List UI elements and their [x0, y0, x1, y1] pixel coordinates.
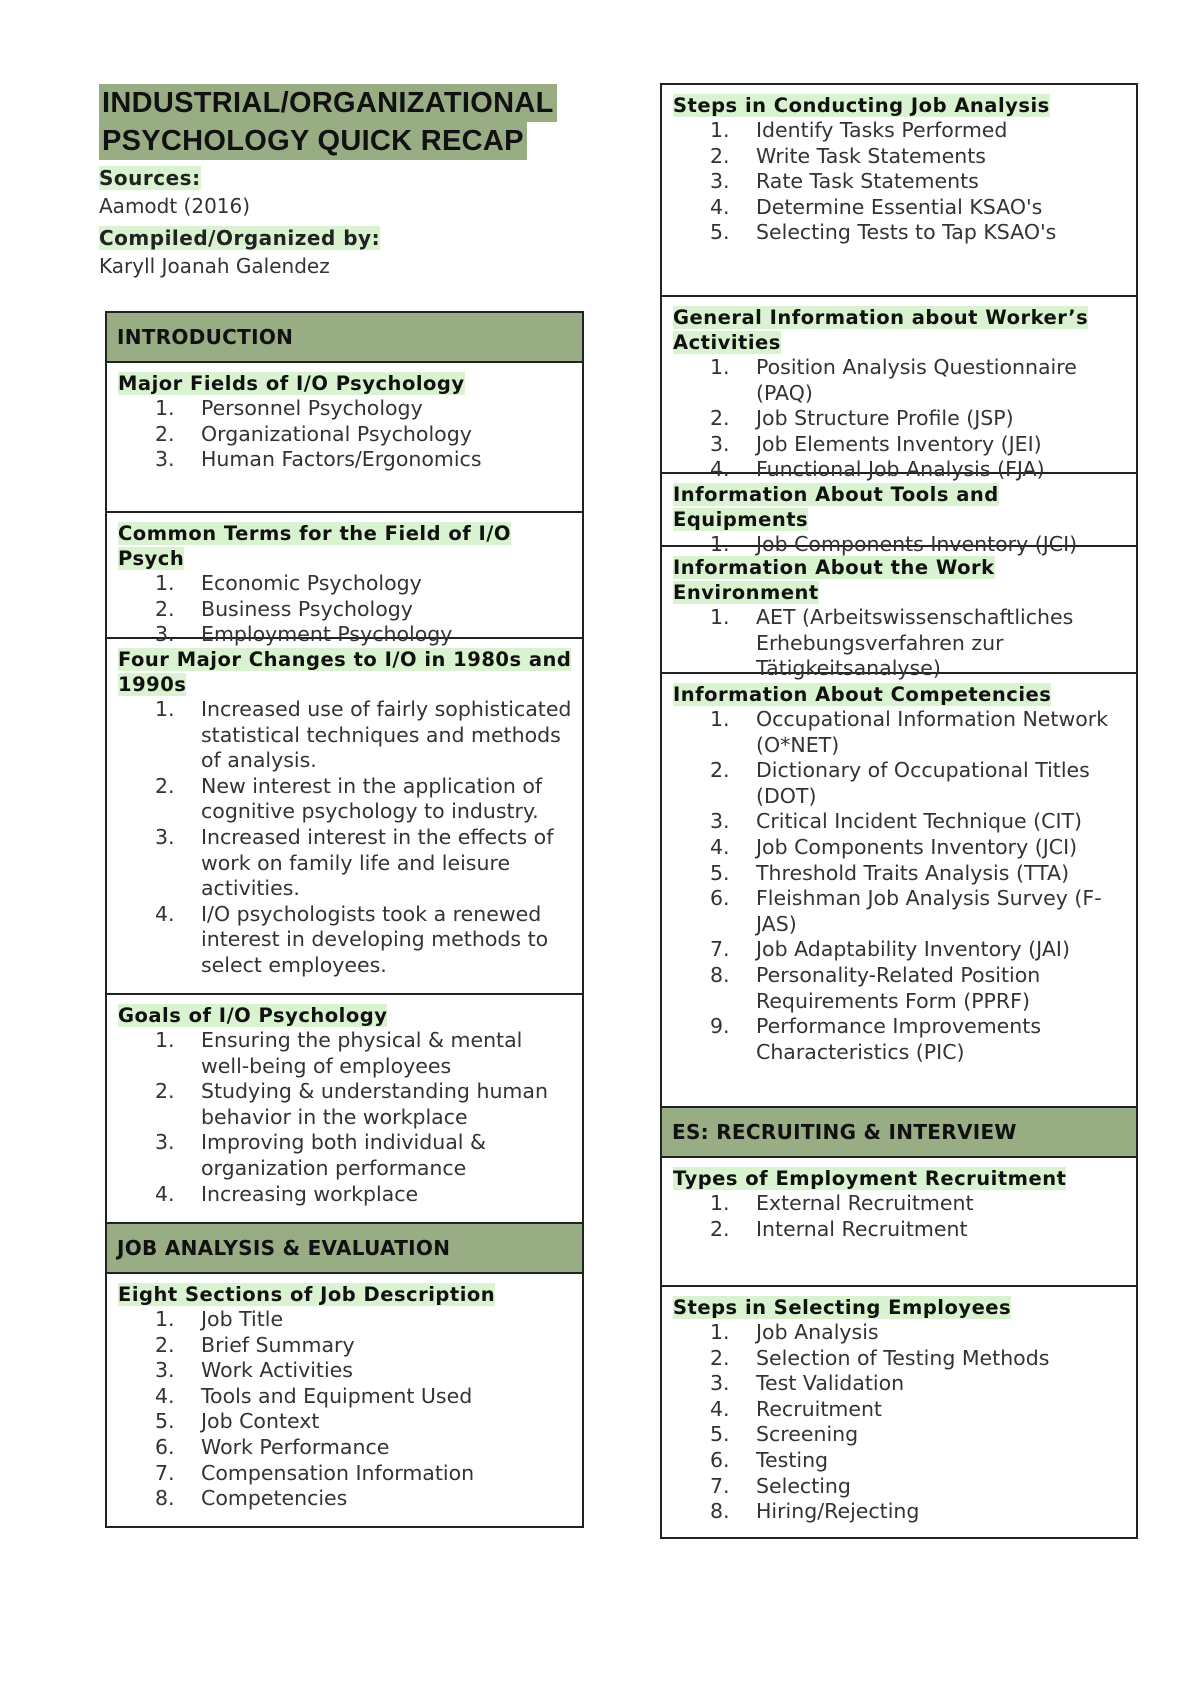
list-number: 8.	[710, 962, 730, 987]
list-number: 1.	[710, 707, 730, 731]
list-number: 8.	[710, 1499, 730, 1524]
list-item-text: Increased interest in the effects of work on family life and leisure activities.	[201, 824, 554, 901]
list-item	[673, 1217, 1126, 1243]
list-item	[673, 144, 1126, 170]
list-item	[673, 937, 1126, 963]
list-item	[673, 1397, 1126, 1423]
list-item-text: Internal Recruitment	[756, 1216, 968, 1241]
list-number: 3.	[710, 809, 730, 834]
list-item-text: Competencies	[201, 1486, 348, 1511]
list-item	[118, 622, 572, 648]
block-title: Information About the Work Environment	[673, 556, 995, 604]
list-number: 5.	[155, 1409, 175, 1434]
numbered-list	[118, 697, 572, 979]
list-item	[673, 432, 1126, 458]
list-number: 3.	[710, 431, 730, 456]
block-common-terms	[107, 513, 582, 647]
list-number: 2.	[710, 758, 730, 783]
list-item	[118, 1130, 572, 1181]
list-number: 4.	[155, 901, 175, 926]
list-item	[118, 396, 572, 422]
list-item	[673, 605, 1126, 682]
list-item-text: Recruitment	[756, 1396, 882, 1421]
list-number: 3.	[155, 1358, 175, 1383]
list-item-text: Human Factors/Ergonomics	[201, 447, 482, 472]
list-number: 4.	[710, 1396, 730, 1421]
list-item-text: Fleishman Job Analysis Survey (F-JAS)	[756, 886, 1102, 936]
list-number: 6.	[710, 886, 730, 911]
list-number: 1.	[710, 605, 730, 629]
compiled-value: Karyll Joanah Galendez	[99, 254, 330, 278]
list-item	[118, 1079, 572, 1130]
numbered-list	[673, 1191, 1126, 1242]
sources-label: Sources:	[99, 166, 201, 190]
list-item-text: Critical Incident Technique (CIT)	[756, 809, 1083, 834]
list-item-text: AET (Arbeitswissenschaftliches Erhebungsverfahren zur Tätigkeitsanalyse)	[756, 605, 1074, 681]
list-item	[673, 809, 1126, 835]
list-number: 8.	[155, 1486, 175, 1511]
list-item	[673, 118, 1126, 144]
list-item-text: Identify Tasks Performed	[756, 118, 1008, 142]
numbered-list	[673, 707, 1126, 1065]
list-number: 4.	[155, 1383, 175, 1408]
list-number: 1.	[155, 571, 175, 595]
list-item	[673, 220, 1126, 246]
list-item-text: Personality-Related Position Requirements Form (PPRF)	[756, 962, 1041, 1013]
list-item-text: Write Task Statements	[756, 143, 986, 168]
block-general-info	[662, 297, 1136, 482]
list-item	[673, 835, 1126, 861]
list-number: 3.	[155, 1130, 175, 1155]
list-item	[118, 447, 572, 473]
numbered-list	[673, 355, 1126, 483]
section-recruiting: ES: RECRUITING & INTERVIEW	[662, 1108, 1136, 1158]
numbered-list	[118, 1307, 572, 1512]
block-tools-info	[662, 474, 1136, 556]
list-number: 3.	[155, 824, 175, 849]
list-item	[118, 1182, 572, 1208]
list-item	[673, 1422, 1126, 1448]
document-header	[99, 84, 579, 280]
list-number: 9.	[710, 1014, 730, 1039]
sources-value: Aamodt (2016)	[99, 194, 251, 218]
list-item-text: Business Psychology	[201, 596, 413, 621]
list-item-text: Job Components Inventory (JCI)	[756, 532, 1078, 556]
list-number: 1.	[710, 118, 730, 142]
list-item-text: Job Title	[201, 1307, 284, 1331]
list-number: 1.	[710, 532, 730, 556]
list-item-text: Dictionary of Occupational Titles (DOT)	[756, 758, 1090, 808]
right-column-table	[660, 83, 1138, 1539]
list-number: 6.	[710, 1447, 730, 1472]
list-item	[118, 902, 572, 979]
list-number: 5.	[710, 860, 730, 885]
list-number: 4.	[710, 457, 730, 482]
list-item-text: Increasing workplace	[201, 1181, 419, 1206]
list-item	[118, 422, 572, 448]
block-four-changes	[107, 639, 582, 995]
list-item	[673, 861, 1126, 887]
list-item-text: Job Adaptability Inventory (JAI)	[756, 937, 1070, 962]
list-item	[673, 1448, 1126, 1474]
list-number: 1.	[155, 1028, 175, 1052]
block-title: Major Fields of I/O Psychology	[118, 372, 465, 395]
list-item	[673, 406, 1126, 432]
block-title: Common Terms for the Field of I/O Psych	[118, 522, 511, 570]
list-item-text: Threshold Traits Analysis (TTA)	[756, 860, 1070, 885]
list-item-text: Work Activities	[201, 1358, 353, 1383]
block-title: Steps in Selecting Employees	[673, 1296, 1012, 1319]
list-number: 2.	[710, 1216, 730, 1241]
list-number: 3.	[710, 169, 730, 194]
list-item-text: Rate Task Statements	[756, 169, 979, 194]
list-item-text: Personnel Psychology	[201, 396, 423, 420]
list-number: 1.	[155, 396, 175, 420]
list-item-text: Functional Job Analysis (FJA)	[756, 457, 1045, 482]
block-title: Goals of I/O Psychology	[118, 1004, 388, 1027]
list-item	[673, 1191, 1126, 1217]
list-item-text: Job Structure Profile (JSP)	[756, 406, 1014, 431]
list-item	[118, 1333, 572, 1359]
list-number: 2.	[710, 406, 730, 431]
list-number: 2.	[710, 1345, 730, 1370]
block-competencies	[662, 674, 1136, 1108]
list-item-text: Job Context	[201, 1409, 320, 1434]
list-number: 3.	[155, 622, 175, 647]
list-item-text: External Recruitment	[756, 1191, 974, 1215]
list-number: 7.	[710, 937, 730, 962]
list-number: 2.	[155, 596, 175, 621]
list-number: 2.	[155, 1332, 175, 1357]
numbered-list	[673, 605, 1126, 682]
list-item-text: Economic Psychology	[201, 571, 422, 595]
block-goals	[107, 995, 582, 1224]
list-item	[118, 1435, 572, 1461]
list-item-text: Selection of Testing Methods	[756, 1345, 1050, 1370]
list-number: 2.	[155, 1079, 175, 1104]
list-number: 4.	[710, 834, 730, 859]
list-item	[118, 1486, 572, 1512]
list-item	[118, 825, 572, 902]
list-number: 4.	[155, 1181, 175, 1206]
list-number: 5.	[710, 1422, 730, 1447]
list-item-text: Studying & understanding human behavior in the workplace	[201, 1079, 548, 1129]
list-item	[673, 355, 1126, 406]
list-number: 1.	[710, 1320, 730, 1344]
doc-title-line-2: PSYCHOLOGY QUICK RECAP	[99, 122, 527, 160]
block-title: Types of Employment Recruitment	[673, 1167, 1067, 1190]
list-item-text: Selecting Tests to Tap KSAO's	[756, 220, 1057, 245]
list-item	[673, 457, 1126, 483]
list-item	[118, 697, 572, 774]
block-steps-job-analysis	[662, 85, 1136, 297]
doc-title-line-1: INDUSTRIAL/ORGANIZATIONAL	[99, 84, 557, 122]
list-item	[118, 1384, 572, 1410]
block-steps-selecting	[662, 1287, 1136, 1537]
list-number: 4.	[710, 194, 730, 219]
list-item	[673, 1499, 1126, 1525]
block-eight-sections	[107, 1274, 582, 1526]
list-item-text: Testing	[756, 1447, 829, 1472]
list-item-text: Compensation Information	[201, 1460, 475, 1485]
numbered-list	[673, 118, 1126, 246]
compiled-label: Compiled/Organized by:	[99, 226, 381, 250]
block-title: Information About Tools and Equipments	[673, 483, 999, 531]
list-number: 6.	[155, 1434, 175, 1459]
list-number: 3.	[155, 447, 175, 472]
numbered-list	[673, 532, 1126, 558]
list-item	[673, 758, 1126, 809]
list-number: 5.	[710, 220, 730, 245]
left-column-table	[105, 311, 584, 1528]
block-title: Four Major Changes to I/O in 1980s and 1990s	[118, 648, 572, 696]
list-number: 2.	[155, 421, 175, 446]
list-item	[118, 774, 572, 825]
list-number: 1.	[155, 697, 175, 721]
list-item-text: Increased use of fairly sophisticated statistical techniques and methods of analysis.	[201, 697, 572, 773]
list-item	[673, 963, 1126, 1014]
list-number: 7.	[710, 1473, 730, 1498]
list-number: 2.	[155, 773, 175, 798]
list-item-text: Work Performance	[201, 1434, 390, 1459]
list-item-text: Employment Psychology	[201, 622, 453, 647]
list-item-text: Job Analysis	[756, 1320, 879, 1344]
numbered-list	[118, 571, 572, 648]
section-introduction: INTRODUCTION	[107, 313, 582, 363]
list-item-text: Ensuring the physical & mental well-being of employees	[201, 1028, 523, 1078]
list-item	[673, 886, 1126, 937]
list-item-text: Position Analysis Questionnaire (PAQ)	[756, 355, 1077, 405]
list-item	[118, 1358, 572, 1384]
block-work-env	[662, 547, 1136, 681]
block-title: General Information about Worker’s Activities	[673, 306, 1089, 354]
numbered-list	[673, 1320, 1126, 1525]
block-major-fields	[107, 363, 582, 513]
list-item	[673, 1014, 1126, 1065]
list-item-text: Determine Essential KSAO's	[756, 194, 1043, 219]
list-number: 3.	[710, 1371, 730, 1396]
list-item-text: Organizational Psychology	[201, 421, 472, 446]
list-item-text: Improving both individual & organization performance	[201, 1130, 486, 1180]
list-item	[118, 1461, 572, 1487]
block-title: Steps in Conducting Job Analysis	[673, 94, 1050, 117]
section-job-analysis: JOB ANALYSIS & EVALUATION	[107, 1224, 582, 1274]
block-title: Eight Sections of Job Description	[118, 1283, 496, 1306]
list-item	[673, 169, 1126, 195]
list-item-text: Test Validation	[756, 1371, 905, 1396]
list-item-text: Performance Improvements Characteristics (PIC)	[756, 1014, 1042, 1064]
list-item	[673, 1346, 1126, 1372]
list-item-text: Brief Summary	[201, 1332, 355, 1357]
list-item-text: Job Elements Inventory (JEI)	[756, 431, 1042, 456]
list-item-text: I/O psychologists took a renewed interest in developing methods to select employees.	[201, 901, 549, 977]
block-title: Information About Competencies	[673, 683, 1052, 706]
numbered-list	[118, 1028, 572, 1207]
numbered-list	[118, 396, 572, 473]
list-item-text: Selecting	[756, 1473, 851, 1498]
list-number: 1.	[155, 1307, 175, 1331]
list-number: 1.	[710, 355, 730, 379]
list-number: 7.	[155, 1460, 175, 1485]
list-number: 2.	[710, 143, 730, 168]
list-item	[673, 1371, 1126, 1397]
list-item	[673, 1474, 1126, 1500]
list-item-text: Hiring/Rejecting	[756, 1499, 920, 1524]
list-item	[673, 532, 1126, 558]
list-item-text: New interest in the application of cognitive psychology to industry.	[201, 773, 543, 824]
list-item	[118, 1307, 572, 1333]
list-item	[673, 707, 1126, 758]
list-item	[673, 195, 1126, 221]
list-item	[118, 597, 572, 623]
list-item	[118, 1409, 572, 1435]
list-item	[118, 571, 572, 597]
list-item-text: Job Components Inventory (JCI)	[756, 834, 1078, 859]
list-item-text: Occupational Information Network (O*NET)	[756, 707, 1109, 757]
list-number: 1.	[710, 1191, 730, 1215]
list-item-text: Screening	[756, 1422, 859, 1447]
list-item	[118, 1028, 572, 1079]
list-item-text: Tools and Equipment Used	[201, 1383, 473, 1408]
list-item	[673, 1320, 1126, 1346]
block-types-recruitment	[662, 1158, 1136, 1287]
